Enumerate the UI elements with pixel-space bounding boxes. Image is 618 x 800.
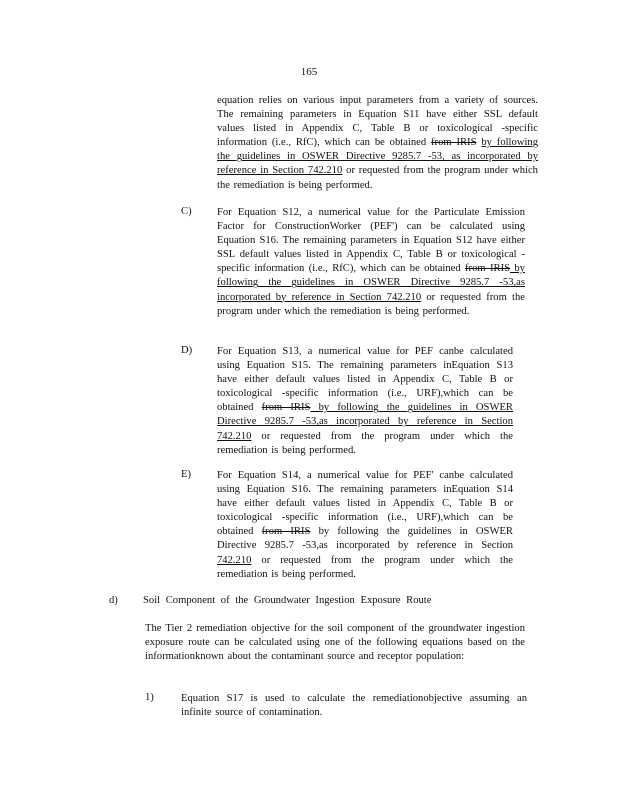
text: equation relies on various input parameters from a variety of sources. The remaining parameters in Equation S11 have either SSL default values listed in Appendix C, Table B or toxicological -specific information (i.e., RfC), which can be obtained [217,95,538,149]
section-body: The Tier 2 remediation objective for the soil component of the groundwater ingestion exposure route can be calculated using one of the following equations based on the informationknown about the contaminant source and receptor population: [145,623,525,663]
struck-text: from IRIS [465,263,511,275]
paragraph-e [217,469,513,582]
list-marker-c: C) [181,206,192,217]
underlined-text: by following the guidelines in OSWER Directive 9285.7 -53,as incorporated by reference in Section 742.210 [217,263,525,303]
item-1-text: Equation S17 is used to calculate the remediationobjective assuming an infinite source of contamination. [181,693,527,719]
struck-text: from IRIS [431,137,477,149]
paragraph-continuation [217,94,538,193]
page-number: 165 [300,66,318,78]
struck-text: from IRIS [261,402,311,414]
text: or requested from the program under which the remediation is being performed. [217,165,538,191]
section-marker-d: d) [109,595,118,606]
paragraph-d [217,345,513,458]
text: For Equation S13, a numerical value for PEF canbe calculated using Equation S15. The remaining parameters inEquation S13 have either default values listed in Appendix C, Table B or toxicological -specific information (i.e., URF),which can be obtained [217,346,513,414]
underlined-text: 742.210 [217,554,252,566]
text: For Equation S14, a numerical value for PEF' canbe calculated using Equation S16. The remaining parameters inEquation S14 have either default values listed in Appendix C, Table B or toxicological -specific information (i.e., URF),which can be obtained [217,470,513,538]
struck-text: from IRIS [261,526,311,538]
underlined-text: by following the guidelines in OSWER Directive 9285.7 -53,as incorporated by reference in Section 742.210 [217,402,513,442]
text: For Equation S12, a numerical value for the Particulate Emission Factor for ConstructionWorker (PEF') can be calculated using Equation S16. The remaining parameters in Equation S12 have either SSL default values listed in Appendix C, Table B or toxicological -specific information (i.e., RfC), which can be obtained [217,207,525,275]
section-heading: Soil Component of the Groundwater Ingestion Exposure Route [143,595,432,606]
text: by following the guidelines in OSWER Directive 9285.7 -53,as incorporated by reference in Section [217,526,513,552]
paragraph-c [217,206,525,319]
list-marker-e: E) [181,469,191,480]
text: or requested from the program under which the remediation is being performed. [217,430,513,456]
text: or requested from the program under which the remediation is being performed. [217,554,513,580]
list-marker-d: D) [181,345,193,356]
underlined-text: by following the guidelines in OSWER Directive 9285.7 -53, as incorporated by reference in Section 742.210 [217,137,538,177]
list-marker-1: 1) [145,692,154,703]
text: or requested from the program under which the remediation is being performed. [217,291,525,317]
